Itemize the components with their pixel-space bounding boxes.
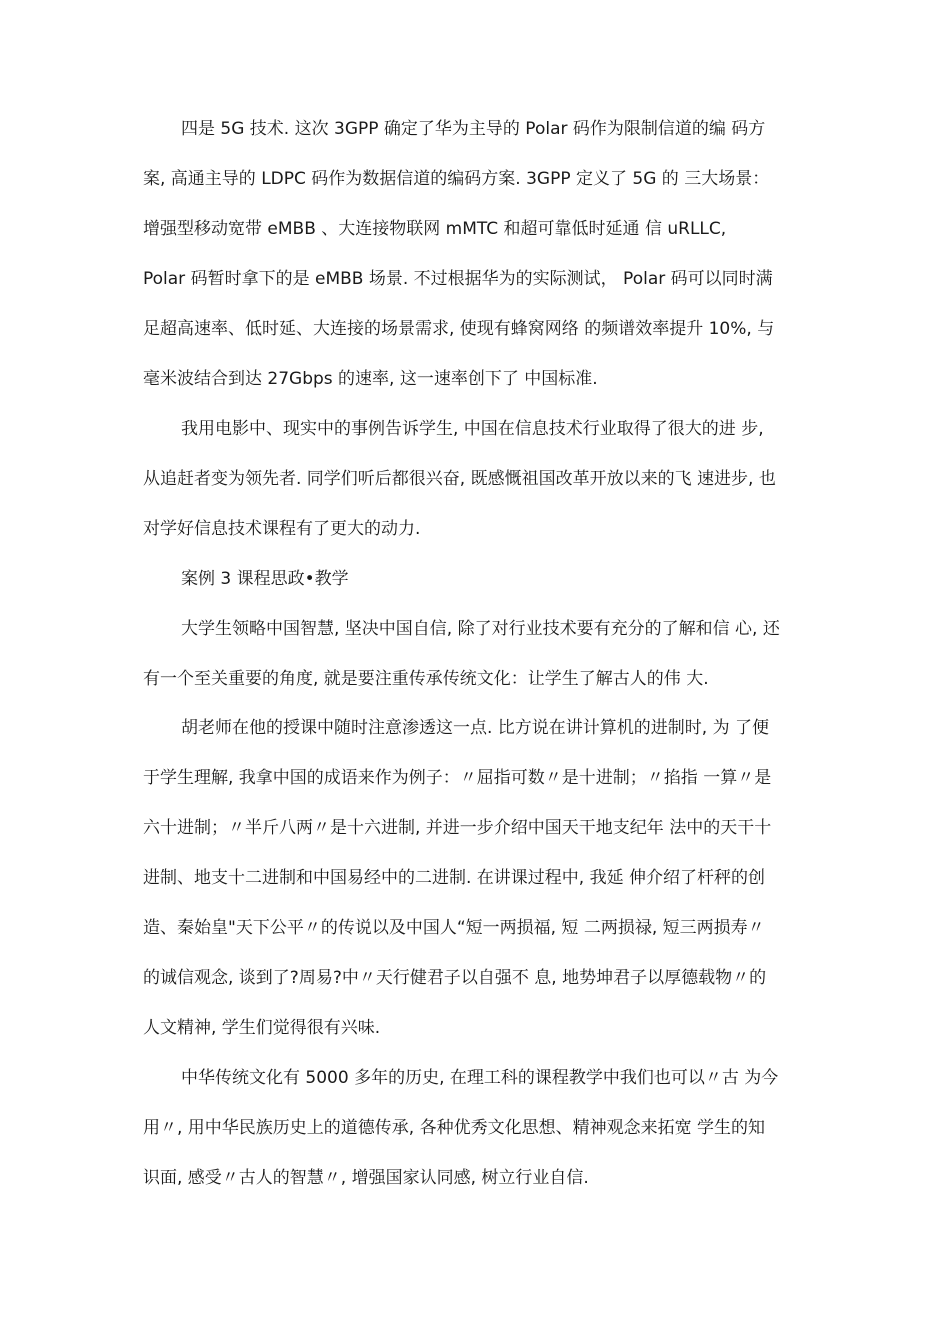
paragraph-2-line-3: 对学好信息技术课程有了更大的动力.: [143, 519, 421, 539]
paragraph-4-line-1: 胡老师在他的授课中随时注意渗透这一点. 比方说在讲计算机的进制时, 为 了便: [181, 718, 770, 738]
paragraph-2-line-2: 从追赶者变为领先者. 同学们听后都很兴奋, 既感慨祖国改革开放以来的飞 速进步, 也: [143, 469, 776, 489]
paragraph-1-line-6: 毫米波结合到达 27Gbps 的速率, 这一速率创下了 中国标准.: [143, 369, 598, 389]
case-heading: 案例 3 课程思政•教学: [181, 569, 349, 589]
paragraph-4-line-4: 进制、地支十二进制和中国易经中的二进制. 在讲课过程中, 我延 伸介绍了杆秤的创: [143, 868, 766, 888]
paragraph-3-line-2: 有一个至关重要的角度, 就是要注重传承传统文化：让学生了解古人的伟 大.: [143, 669, 709, 689]
paragraph-5-line-1: 中华传统文化有 5000 多年的历史, 在理工科的课程教学中我们也可以〃古 为今: [181, 1068, 779, 1088]
paragraph-4-line-6: 的诚信观念, 谈到了?周易?中〃天行健君子以自强不 息, 地势坤君子以厚德载物〃的: [143, 968, 767, 988]
paragraph-5-line-3: 识面, 感受〃古人的智慧〃, 增强国家认同感, 树立行业自信.: [143, 1168, 589, 1188]
paragraph-1-line-3: 增强型移动宽带 eMBB 、大连接物联网 mMTC 和超可靠低时延通 信 uRLLC,: [143, 219, 727, 239]
paragraph-1-line-2: 案, 高通主导的 LDPC 码作为数据信道的编码方案. 3GPP 定义了 5G 的 三大场景：: [143, 169, 770, 189]
paragraph-5-line-2: 用〃, 用中华民族历史上的道德传承, 各种优秀文化思想、精神观念来拓宽 学生的知: [143, 1118, 766, 1138]
paragraph-1-line-1: 四是 5G 技术. 这次 3GPP 确定了华为主导的 Polar 码作为限制信道的编 码方: [181, 119, 766, 139]
paragraph-4-line-7: 人文精神, 学生们觉得很有兴味.: [143, 1018, 381, 1038]
paragraph-4-line-2: 于学生理解, 我拿中国的成语来作为例子：〃屈指可数〃是十进制；〃掐指 一算〃是: [143, 768, 772, 788]
paragraph-1-line-4: Polar 码暂时拿下的是 eMBB 场景. 不过根据华为的实际测试， Polar 码可以同时满: [143, 269, 773, 289]
paragraph-2-line-1: 我用电影中、现实中的事例告诉学生, 中国在信息技术行业取得了很大的进 步,: [181, 419, 764, 439]
paragraph-1-line-5: 足超高速率、低时延、大连接的场景需求, 使现有蜂窝网络 的频谱效率提升 10%, 与: [143, 319, 775, 339]
paragraph-4-line-5: 造、秦始皇"天下公平〃的传说以及中国人“短一两损福, 短 二两损禄, 短三两损寿〃: [143, 918, 765, 938]
paragraph-4-line-3: 六十进制；〃半斤八两〃是十六进制, 并进一步介绍中国天干地支纪年 法中的天干十: [143, 818, 772, 838]
paragraph-3-line-1: 大学生领略中国智慧, 坚决中国自信, 除了对行业技术要有充分的了解和信 心, 还: [181, 619, 780, 639]
